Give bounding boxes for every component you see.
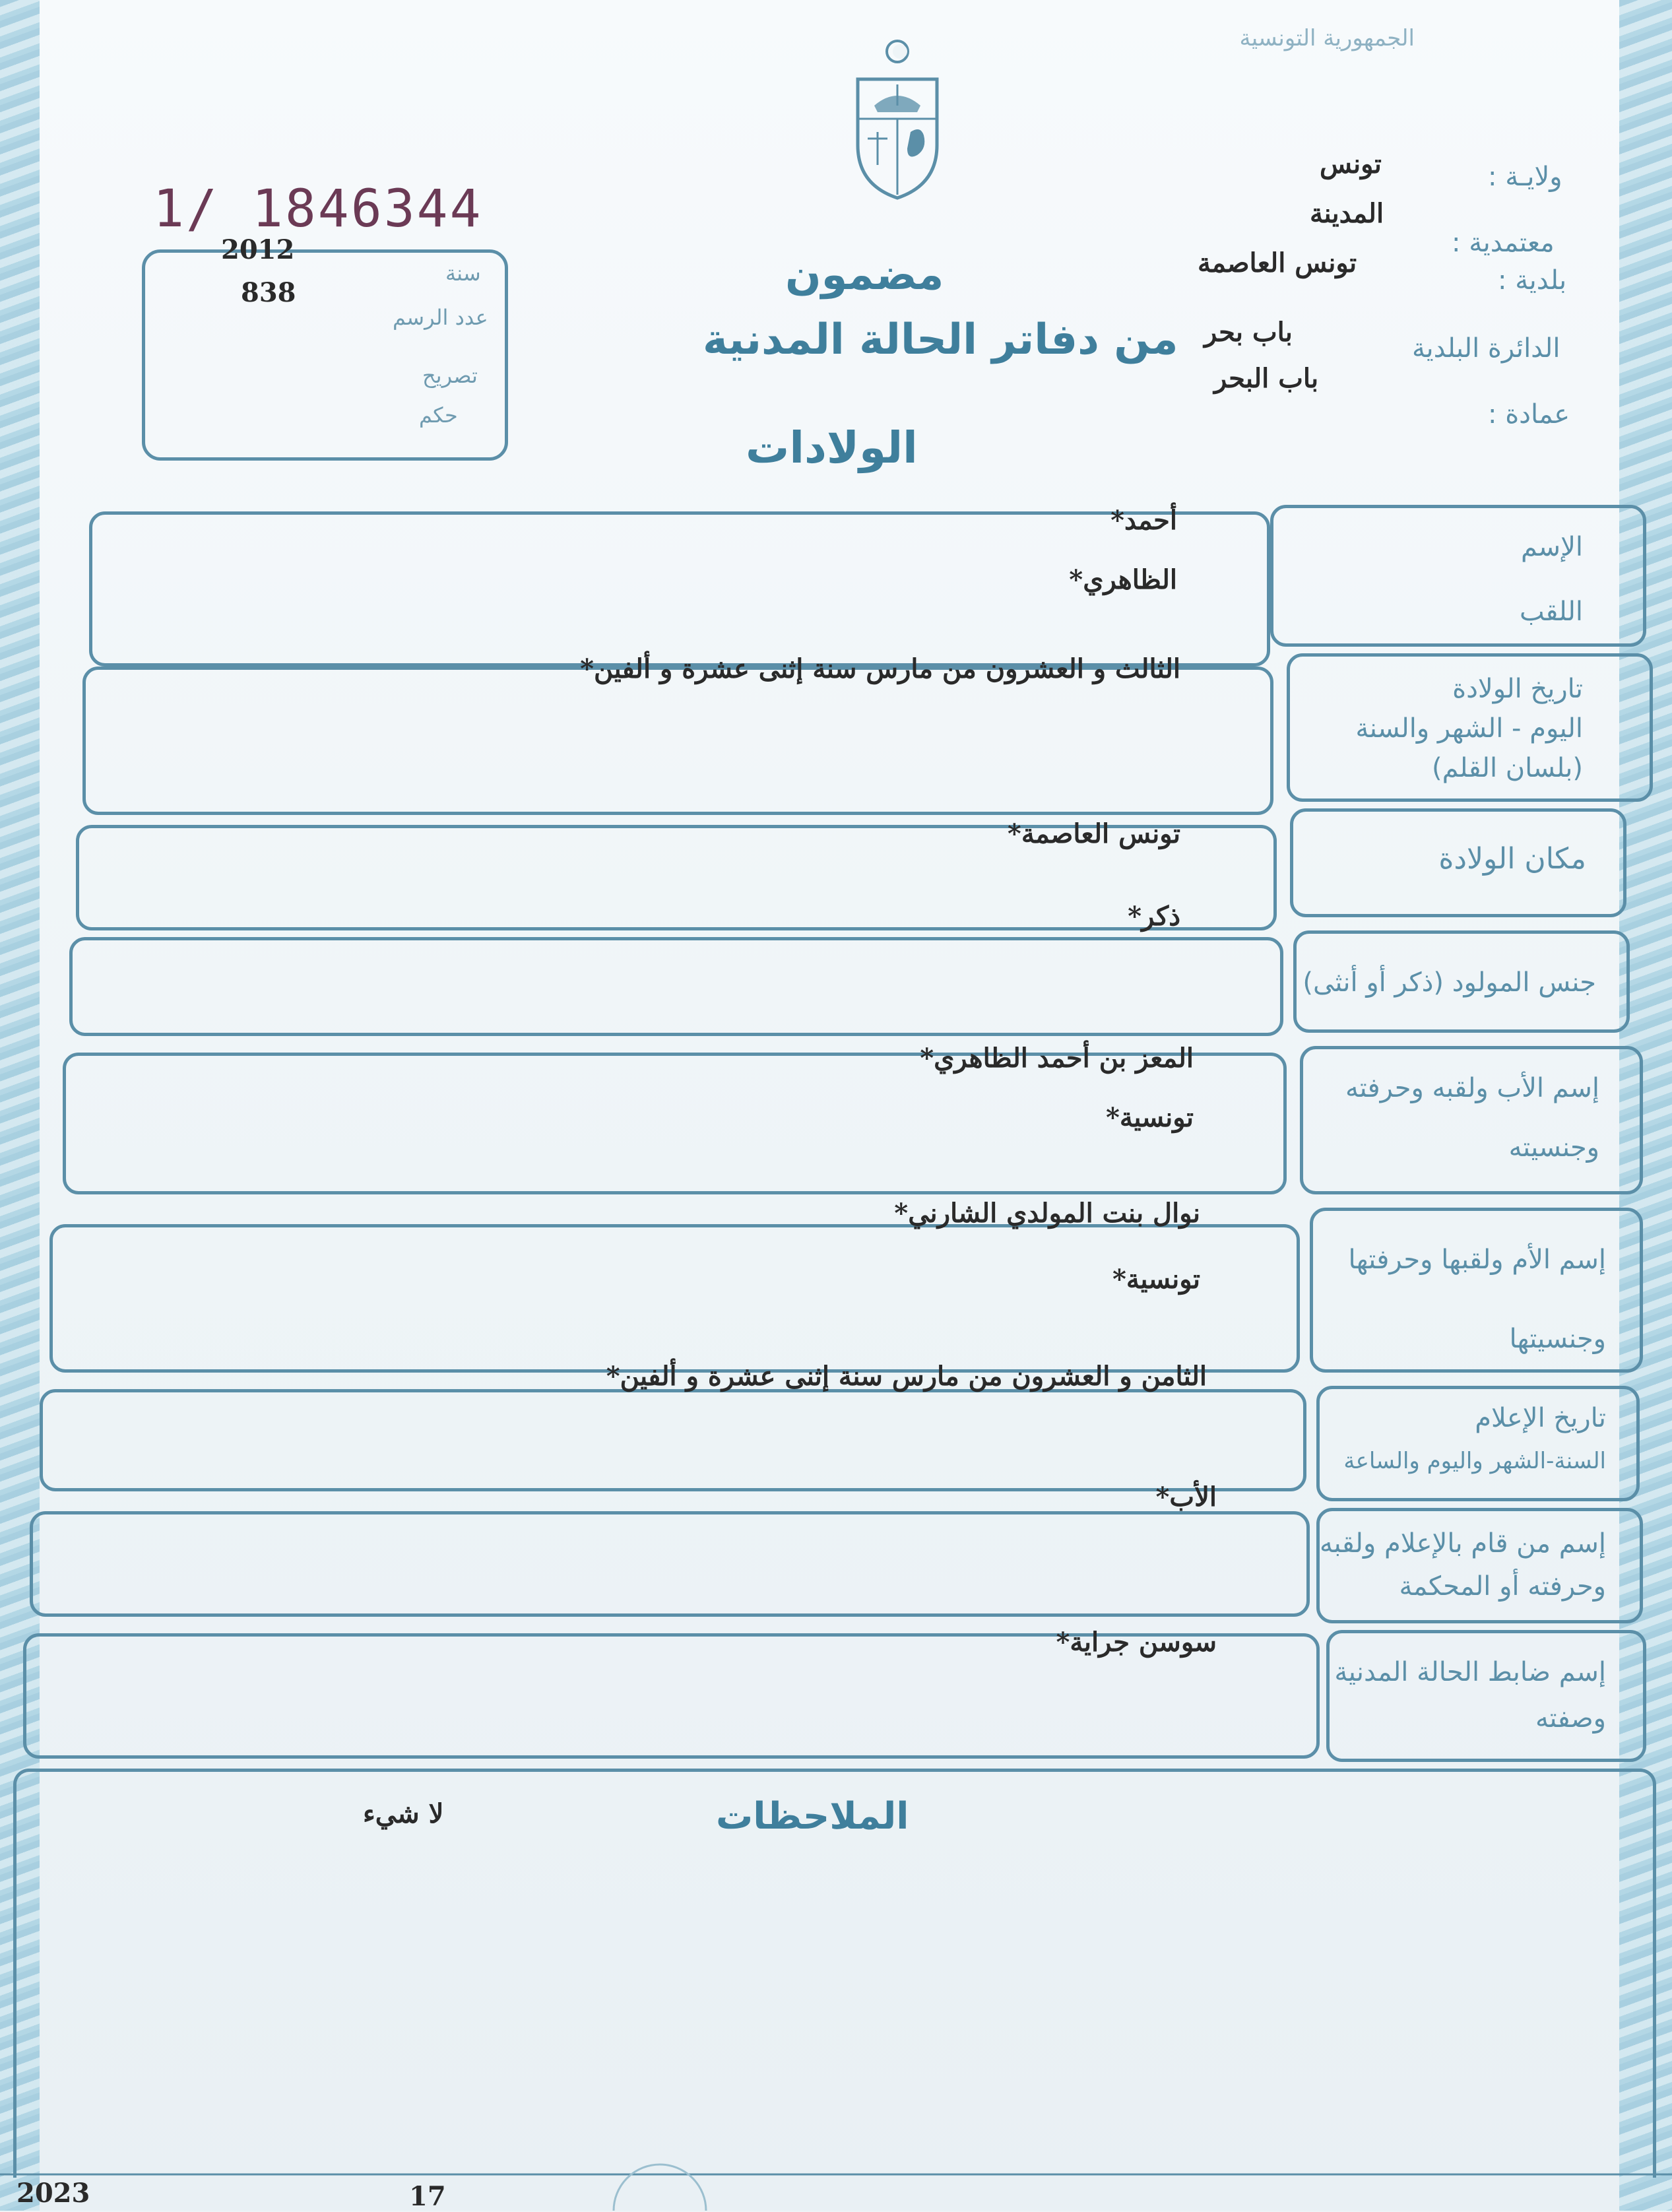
value-box-declaration-date <box>40 1389 1306 1491</box>
label-sex: جنس المولود (ذكر أو أنثى) <box>1302 967 1596 998</box>
value-sex: ذكر* <box>1128 901 1180 932</box>
footer-year: 2023 <box>16 2178 90 2209</box>
label-first-name: الإسم <box>1520 532 1583 562</box>
value-box-sex <box>69 937 1283 1036</box>
value-father-nationality: تونسية* <box>1105 1102 1194 1133</box>
label-box-registrar <box>1326 1630 1646 1762</box>
registration-number: 838 <box>241 277 296 308</box>
baladia-value: تونس العاصمة <box>1198 247 1357 278</box>
omada-label: عمادة : <box>1488 399 1570 430</box>
value-mother: نوال بنت المولدي الشارني* <box>894 1198 1200 1229</box>
value-surname: الظاهري* <box>1069 564 1177 595</box>
label-declaration-date-format: السنة-الشهر واليوم والساعة <box>1343 1448 1606 1474</box>
value-registrar: سوسن جراية* <box>1056 1627 1217 1658</box>
value-declarant: الأب* <box>1155 1481 1217 1513</box>
value-box-birth-date <box>82 667 1273 815</box>
label-father-nationality: وجنسيته <box>1508 1132 1599 1163</box>
value-birth-date: الثالث و العشرون من مارس سنة إثنى عشرة و ألفين* <box>580 653 1180 684</box>
label-registrar-title: وصفته <box>1535 1703 1606 1734</box>
wilaya-value: تونس <box>1320 148 1382 179</box>
section-title: الولادات <box>746 422 918 473</box>
label-birth-date-words: (بلسان القلم) <box>1432 753 1583 783</box>
label-birth-place: مكان الولادة <box>1438 842 1586 876</box>
label-registrar: إسم ضابط الحالة المدنية <box>1334 1657 1606 1687</box>
tunisia-coat-of-arms-icon <box>838 33 957 205</box>
daira-value: باب بحر <box>1204 317 1293 348</box>
omada-value: باب البحر <box>1214 363 1319 394</box>
wilaya-label: ولايـة : <box>1488 162 1562 192</box>
label-declarant-occupation: وحرفته أو المحكمة <box>1399 1571 1606 1602</box>
value-first-name: أحمد* <box>1110 505 1177 536</box>
footer-day: 17 <box>409 2181 446 2212</box>
value-birth-place: تونس العاصمة* <box>1007 818 1180 849</box>
label-box-name <box>1270 505 1646 647</box>
label-father: إسم الأب ولقبه وحرفته <box>1345 1073 1599 1103</box>
label-birth-date: تاريخ الولادة <box>1452 674 1583 704</box>
daira-label: الدائرة البلدية <box>1412 333 1560 364</box>
label-mother-nationality: وجنسيتها <box>1509 1324 1606 1354</box>
value-mother-nationality: تونسية* <box>1112 1264 1200 1295</box>
republic-header: الجمهورية التونسية <box>1239 25 1415 51</box>
footer-rule <box>0 2158 1672 2211</box>
value-declaration-date: الثامن و العشرون من مارس سنة إثنى عشرة و ألفين* <box>606 1361 1207 1392</box>
notes-label: الملاحظات <box>716 1795 909 1838</box>
judgment-label: حكم <box>419 403 458 428</box>
baladia-label: بلدية : <box>1498 265 1567 296</box>
notes-value: لا شيء <box>363 1798 444 1829</box>
label-surname: اللقب <box>1519 597 1583 627</box>
year-label: سنة <box>445 261 481 286</box>
document-title-top: مضمون <box>785 251 944 300</box>
label-box-father <box>1300 1046 1643 1194</box>
value-box-father <box>63 1053 1287 1194</box>
mootamadia-label: معتمدية : <box>1452 228 1555 258</box>
label-birth-date-format: اليوم - الشهر والسنة <box>1355 713 1583 744</box>
value-father: المعز بن أحمد الظاهري* <box>920 1043 1194 1074</box>
document-title: من دفاتر الحالة المدنية <box>703 315 1178 364</box>
registration-year: 2012 <box>221 234 295 265</box>
label-declaration-date: تاريخ الإعلام <box>1475 1403 1606 1433</box>
serial-number: 1/ 1846344 <box>153 179 483 239</box>
mootamadia-value: المدينة <box>1310 198 1384 229</box>
number-label: عدد الرسم <box>393 305 488 330</box>
value-box-mother <box>49 1224 1300 1373</box>
label-declarant: إسم من قام بالإعلام ولقبه <box>1320 1528 1606 1559</box>
label-mother: إسم الأم ولقبها وحرفتها <box>1348 1245 1606 1275</box>
value-box-declarant <box>30 1511 1310 1617</box>
declaration-label: تصريح <box>422 363 478 388</box>
